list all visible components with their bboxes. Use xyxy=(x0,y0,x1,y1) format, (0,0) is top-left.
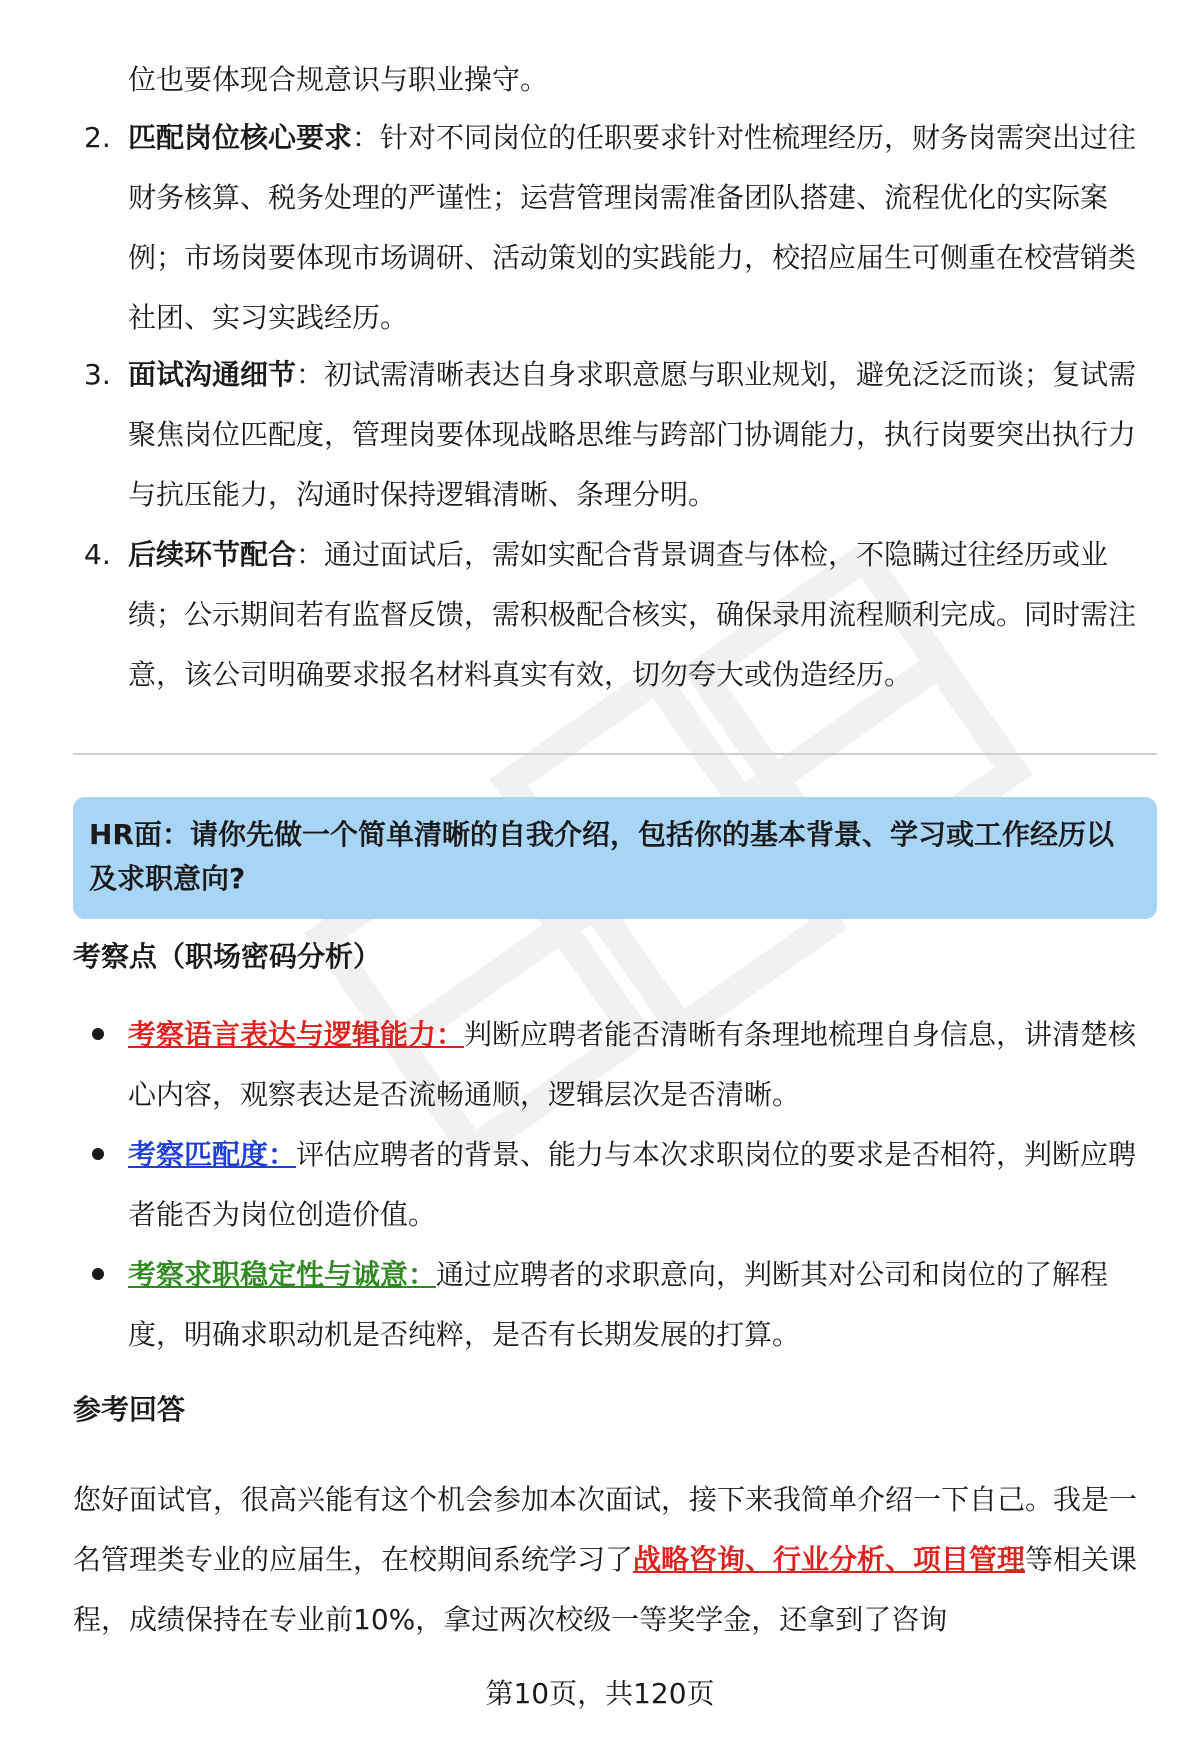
points-title: 考察点（职场密码分析） xyxy=(73,940,382,973)
answer-part1: 您好面试官，很高兴能有这个机会参加本次面试，接下来我简单介绍一下自己。我是一名管理类专业的应届生，在校期间系统学习了 xyxy=(73,1483,1138,1576)
section-divider xyxy=(73,753,1157,755)
item-heading: 后续环节配合 xyxy=(128,538,297,571)
continuation-text: 位也要体现合规意识与职业操守。 xyxy=(128,63,549,96)
item-heading: 面试沟通细节 xyxy=(128,358,297,391)
list-item xyxy=(92,1245,1152,1365)
point-text: 评估应聘者的背景、能力与本次求职岗位的要求是否相符，判断应聘者能否为岗位创造价值。 xyxy=(128,1138,1137,1231)
item-number: 2. xyxy=(84,121,111,154)
point-label: 考察匹配度： xyxy=(128,1138,297,1171)
item-number: 3. xyxy=(84,358,111,391)
item-body: ：通过面试后，需如实配合背景调查与体检，不隐瞒过往经历或业绩；公示期间若有监督反馈，需积极配合核实，确保录用流程顺利完成。同时需注意，该公司明确要求报名材料真实有效，切勿夸大或伪造经历。 xyxy=(128,538,1137,691)
answer-part2: 等相关课程，成绩保持在专业前10%，拿过两次校级一等奖学金，还拿到了咨询 xyxy=(73,1543,1138,1636)
question-text: HR面：请你先做一个简单清晰的自我介绍，包括你的基本背景、学习或工作经历以及求职意向? xyxy=(89,818,1114,895)
item-body: ：针对不同岗位的任职要求针对性梳理经历，财务岗需突出过往财务核算、税务处理的严谨性；运营管理岗需准备团队搭建、流程优化的实际案例；市场岗要体现市场调研、活动策划的实践能力，校招应届生可侧重在校营销类社团、实习实践经历。 xyxy=(128,121,1137,334)
answer-title: 参考回答 xyxy=(73,1393,186,1426)
item-heading: 匹配岗位核心要求 xyxy=(128,121,353,154)
list-item xyxy=(92,1005,1152,1125)
point-label: 考察求职稳定性与诚意： xyxy=(128,1258,437,1291)
item-number: 4. xyxy=(84,538,111,571)
bullet-dot xyxy=(92,1028,104,1040)
list-item xyxy=(84,345,1144,525)
question-box xyxy=(73,797,1157,919)
bullet-dot xyxy=(92,1268,104,1280)
item-body: ：初试需清晰表达自身求职意愿与职业规划，避免泛泛而谈；复试需聚焦岗位匹配度，管理岗要体现战略思维与跨部门协调能力，执行岗要突出执行力与抗压能力，沟通时保持逻辑清晰、条理分明。 xyxy=(128,358,1137,511)
point-text: 通过应聘者的求职意向，判断其对公司和岗位的了解程度，明确求职动机是否纯粹，是否有长期发展的打算。 xyxy=(128,1258,1109,1351)
point-text: 判断应聘者能否清晰有条理地梳理自身信息，讲清楚核心内容，观察表达是否流畅通顺，逻辑层次是否清晰。 xyxy=(128,1018,1137,1111)
answer-highlight: 战略咨询、行业分析、项目管理 xyxy=(633,1543,1026,1576)
page-footer: 第10页，共120页 xyxy=(485,1677,715,1710)
list-item xyxy=(92,1125,1152,1245)
answer-text xyxy=(73,1470,1157,1650)
bullet-dot xyxy=(92,1148,104,1160)
list-item xyxy=(84,108,1144,348)
list-item xyxy=(84,525,1144,705)
point-label: 考察语言表达与逻辑能力： xyxy=(128,1018,465,1051)
